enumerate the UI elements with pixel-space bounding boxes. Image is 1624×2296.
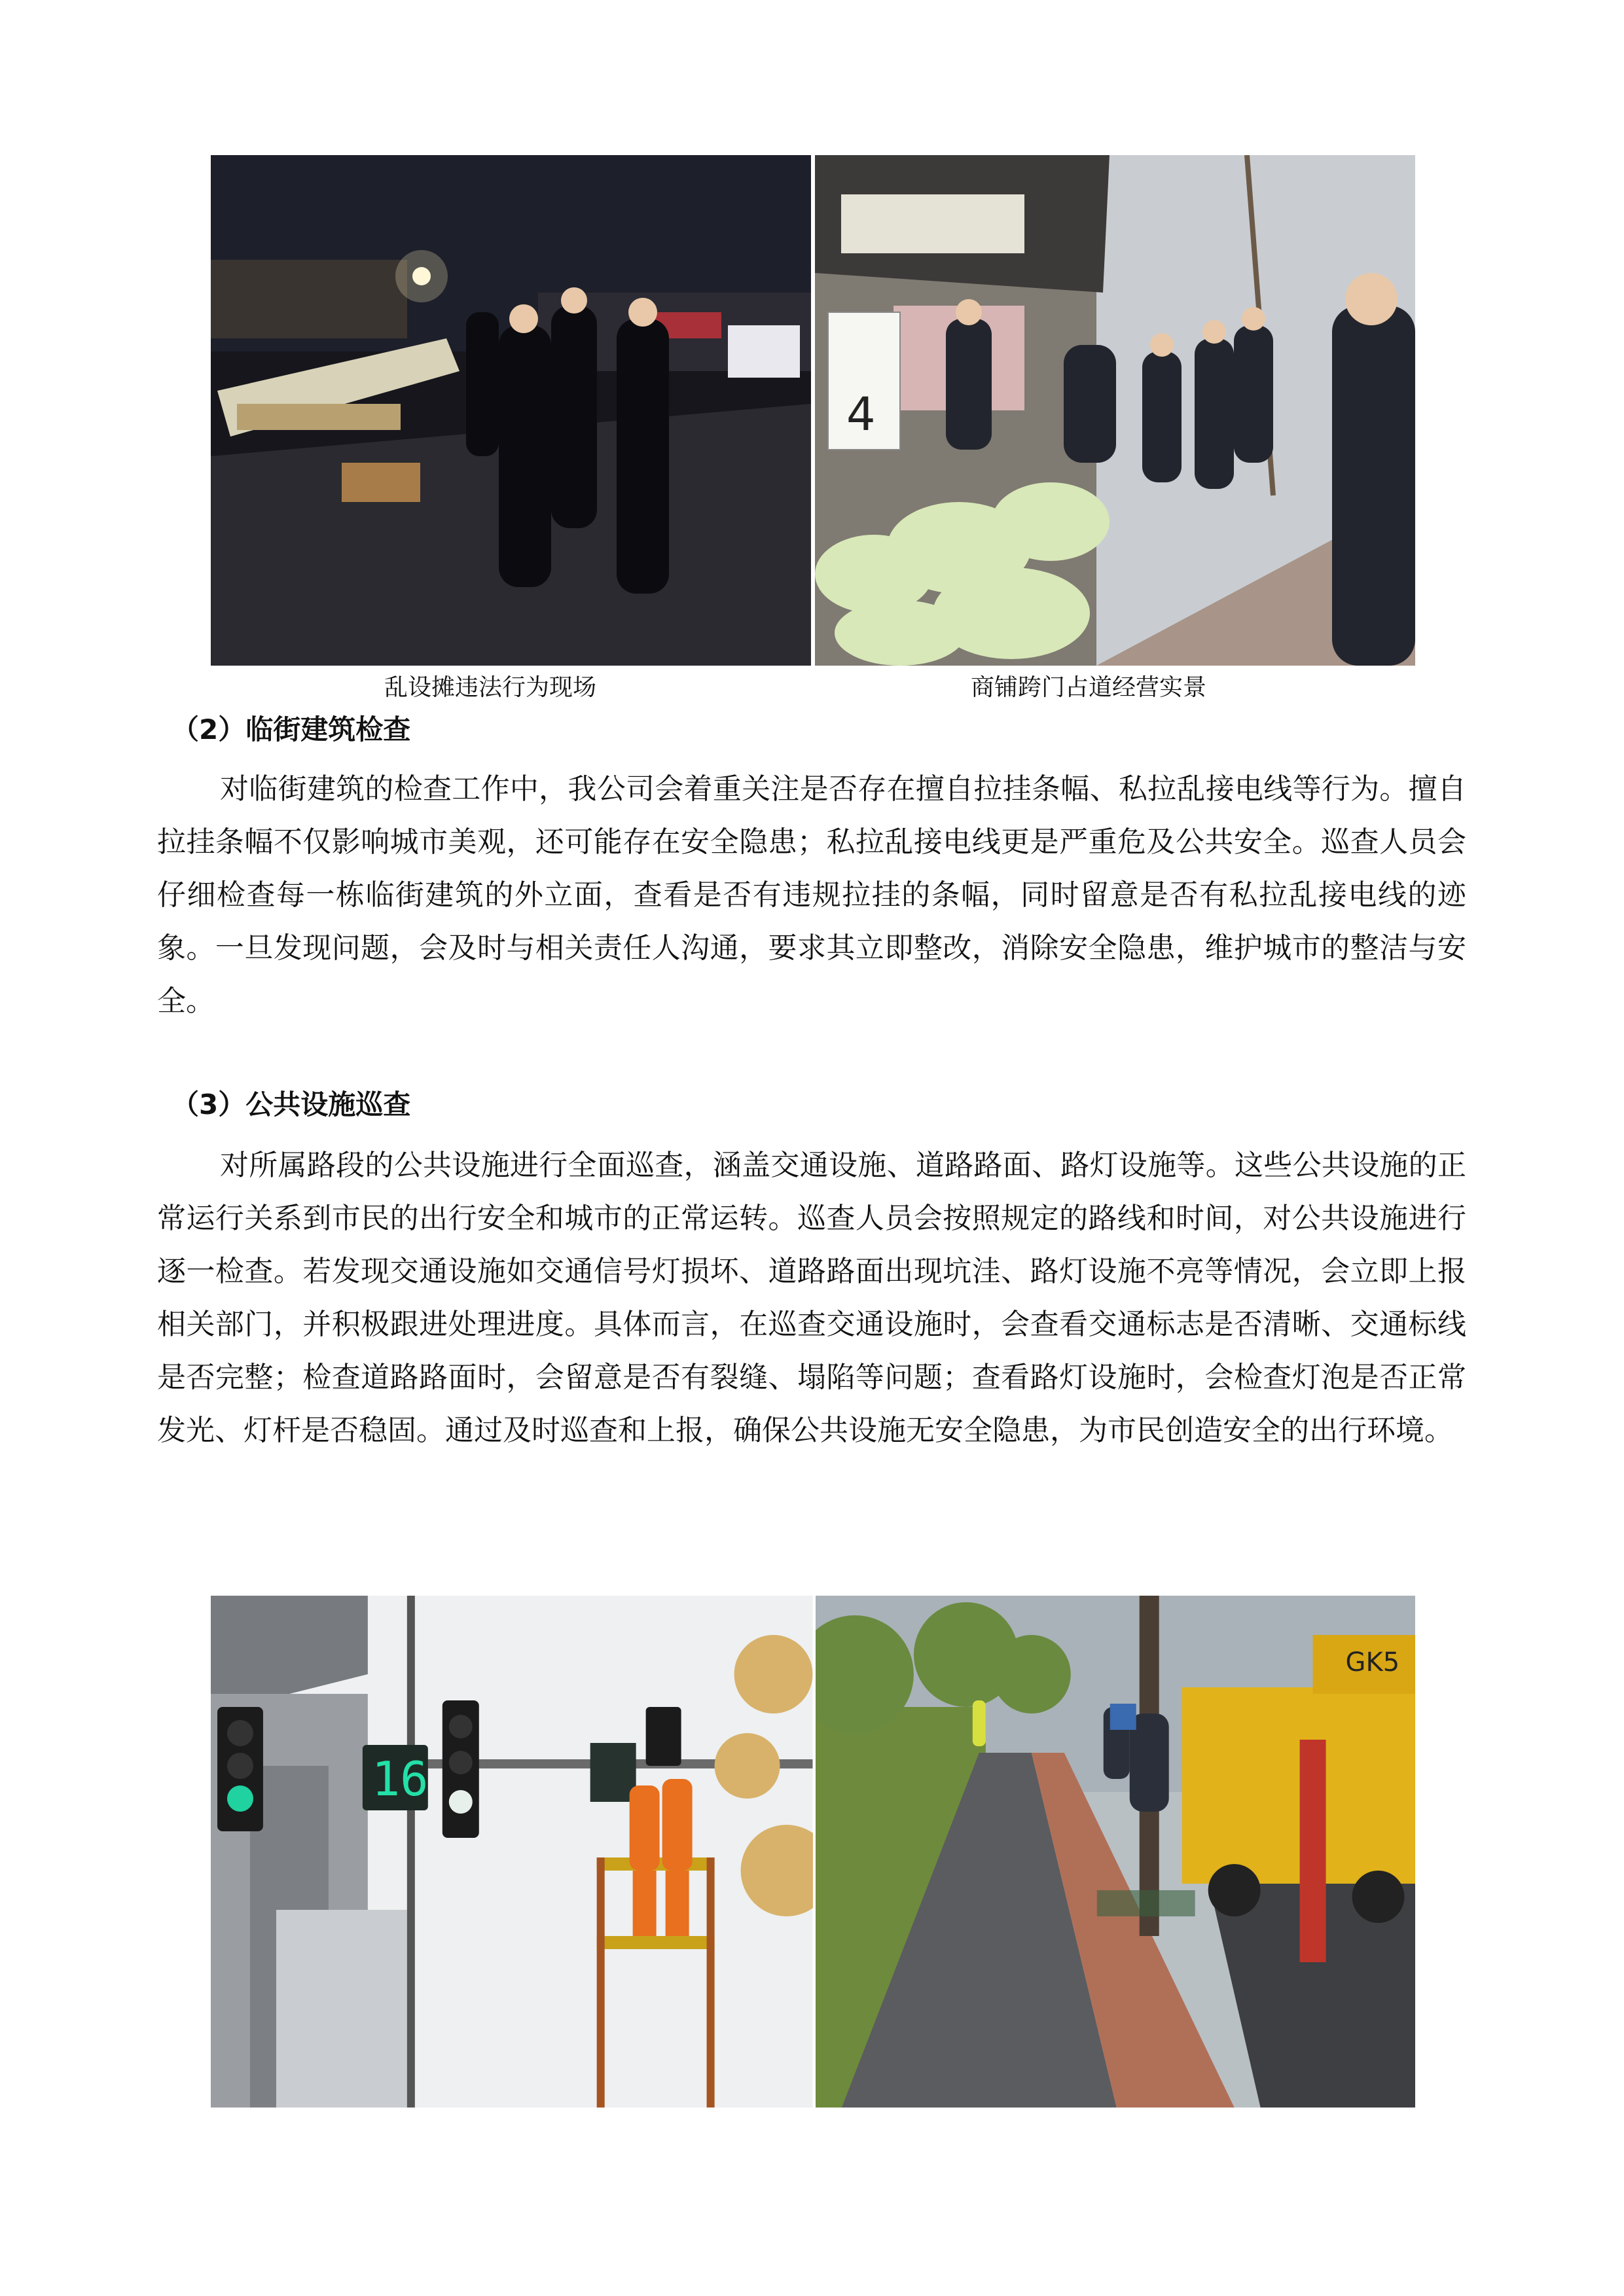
shop-occupying-road-photo: [815, 155, 1415, 666]
section2-heading: （2）临街建筑检查: [171, 713, 411, 745]
signal-countdown: 16: [371, 1751, 429, 1807]
section3-heading: （3）公共设施巡查: [171, 1088, 411, 1121]
section3-paragraph: 对所属路段的公共设施进行全面巡查，涵盖交通设施、道路路面、路灯设施等。这些公共设施的正常运行关系到市民的出行安全和城市的正常运转。巡查人员会按照规定的路线和时间，对公共设施进行逐一检查。若发现交通设施如交通信号灯损坏、道路路面出现坑洼、路灯设施不亮等情况，会立即上报相关部门，并积极跟进处理进度。具体而言，在巡查交通设施时，会查看交通标志是否清晰、交通标线是否完整；检查道路路面时，会留意是否有裂缝、塌陷等问题；查看路灯设施时，会检查灯泡是否正常发光、灯杆是否稳固。通过及时巡查和上报，确保公共设施无安全隐患，为市民创造安全的出行环境。: [157, 1149, 1466, 1447]
traffic-signal-repair-photo: [211, 1596, 813, 2108]
street-light-maintenance-photo: [816, 1596, 1416, 2108]
truck-label: GK5: [1345, 1647, 1399, 1678]
bottom-photo-row: [211, 1596, 1415, 2108]
left-photo-caption: 乱设摊违法行为现场: [384, 674, 597, 701]
night-street-stall-photo: [211, 155, 811, 666]
section2-paragraph: 对临街建筑的检查工作中，我公司会着重关注是否存在擅自拉挂条幅、私拉乱接电线等行为。擅自拉挂条幅不仅影响城市美观，还可能存在安全隐患；私拉乱接电线更是严重危及公共安全。巡查人员会仔细检查每一栋临街建筑的外立面，查看是否有违规拉挂的条幅，同时留意是否有私拉乱接电线的迹象。一旦发现问题，会及时与相关责任人沟通，要求其立即整改，消除安全隐患，维护城市的整洁与安全。: [157, 772, 1466, 1018]
right-photo-caption: 商铺跨门占道经营实景: [971, 674, 1207, 701]
top-photo-row: [211, 155, 1415, 666]
price-sign-number: 4: [846, 387, 876, 441]
